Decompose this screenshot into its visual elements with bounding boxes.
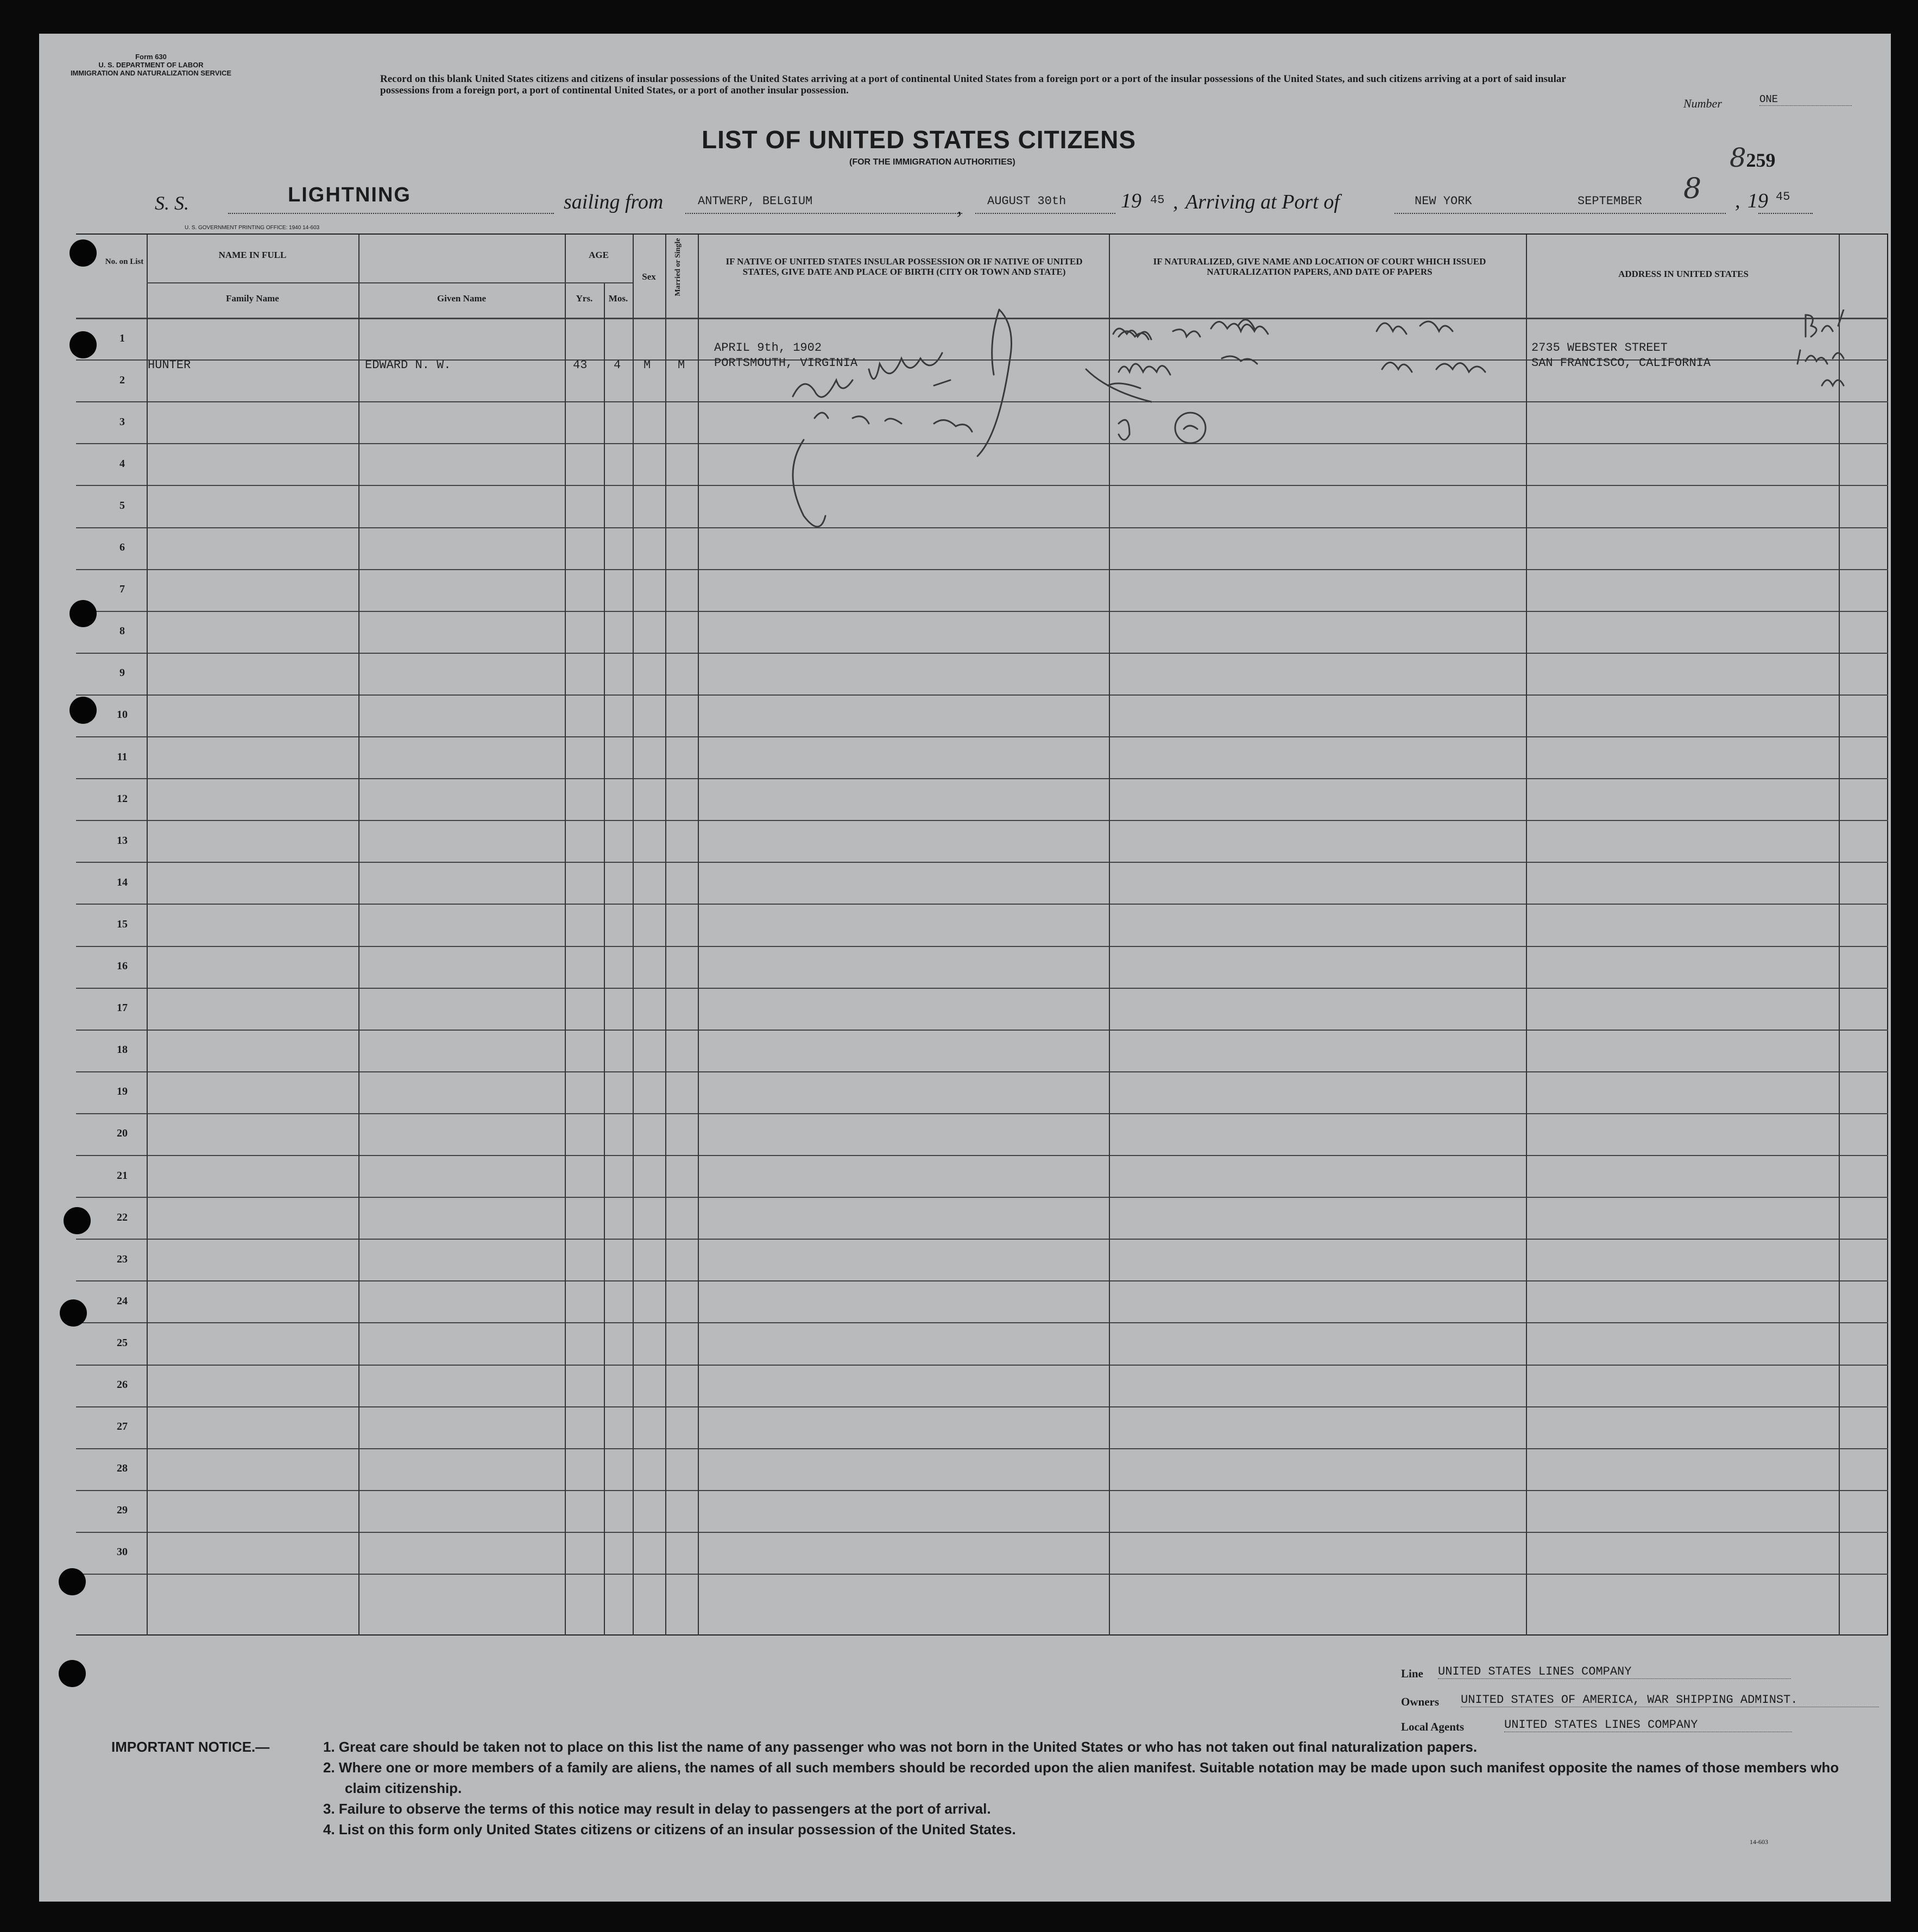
header-name-in-full: NAME IN FULL: [218, 250, 287, 260]
file-number-prefix: 8: [1730, 143, 1746, 173]
header-sex: Sex: [642, 272, 656, 282]
row-rule: [76, 1406, 1888, 1407]
form-identifier: [64, 53, 238, 77]
row-number: 1: [119, 332, 125, 344]
header-age-mos: Mos.: [608, 293, 628, 304]
number-label: Number: [1683, 97, 1722, 110]
passenger-address-city: SAN FRANCISCO, CALIFORNIA: [1531, 356, 1711, 370]
passenger-birth-date: APRIL 9th, 1902: [714, 341, 822, 355]
arrival-day: 8: [1683, 173, 1702, 205]
line-value: UNITED STATES LINES COMPANY: [1438, 1665, 1791, 1679]
intro-instructions: Record on this blank United States citizens and citizens of insular possessions of the United States arriving at a port of continental United States from a foreign port or a port of the insular possessions of the United States, and such citizens arriving at a port of said insular possessions from a foreign port, a port of continental United States, or a port of another insular possession.: [380, 73, 1566, 96]
department-name: U. S. DEPARTMENT OF LABOR: [98, 61, 204, 69]
row-rule: [76, 611, 1888, 612]
header-no-on-list: No. on List: [105, 257, 144, 266]
page-title: LIST OF UNITED STATES CITIZENS: [702, 125, 1137, 154]
row-number: 22: [117, 1211, 128, 1223]
arrival-year-prefix: 19: [1747, 190, 1768, 212]
departure-year-prefix: 19: [1121, 190, 1141, 212]
passenger-marital-status: M: [678, 358, 685, 372]
sailing-from-label: sailing from: [564, 191, 664, 213]
passenger-age-months: 4: [614, 358, 621, 372]
line-label: Line: [1401, 1667, 1423, 1680]
row-number: 25: [117, 1337, 128, 1349]
row-number: 8: [119, 625, 125, 637]
notice-items: [323, 1737, 1876, 1840]
punch-hole: [70, 697, 97, 724]
row-rule: [76, 1448, 1888, 1449]
arriving-label: Arriving at Port of: [1185, 191, 1340, 213]
departure-date: AUGUST 30th: [987, 194, 1067, 208]
row-rule: [76, 1113, 1888, 1114]
arrival-year-line: [1758, 213, 1813, 214]
notice-heading: IMPORTANT NOTICE.—: [111, 1739, 270, 1755]
row-number: 20: [117, 1127, 128, 1139]
service-name: IMMIGRATION AND NATURALIZATION SERVICE: [70, 69, 232, 77]
owners-label: Owners: [1401, 1695, 1439, 1708]
row-rule: [76, 862, 1888, 863]
row-rule: [76, 820, 1888, 821]
ship-name: LIGHTNING: [288, 184, 411, 206]
ss-label: S. S.: [155, 192, 189, 214]
file-number-value: 259: [1746, 149, 1776, 171]
header-family-name: Family Name: [226, 293, 279, 304]
row-number: 28: [117, 1462, 128, 1474]
form-number: Form 630: [135, 53, 167, 61]
row-rule: [76, 1365, 1888, 1366]
court-handwriting: [1371, 310, 1534, 391]
row-rule: [76, 653, 1888, 654]
naturalization-handwriting: [1108, 312, 1336, 383]
header-birth: IF NATIVE OF UNITED STATES INSULAR POSSESSION OR IF NATIVE OF UNITED STATES, GIVE DATE AND PLACE OF BIRTH (CITY OR TOWN AND STATE): [725, 256, 1083, 277]
row-number: 12: [117, 793, 128, 805]
arrival-month: SEPTEMBER: [1578, 194, 1642, 208]
row-rule: [76, 1532, 1888, 1533]
row-rule: [76, 1155, 1888, 1156]
agents-value: UNITED STATES LINES COMPANY: [1504, 1718, 1792, 1732]
row-number: 10: [117, 709, 128, 721]
row-number: 2: [119, 374, 125, 386]
header-given-name: Given Name: [437, 293, 487, 304]
row-number: 6: [119, 541, 125, 553]
printer-note: U. S. GOVERNMENT PRINTING OFFICE: 1940 14-603: [185, 225, 320, 231]
departure-port-line: [685, 213, 962, 214]
row-number: 9: [119, 667, 125, 679]
row-number: 21: [117, 1170, 128, 1182]
margin-handwriting: [1795, 310, 1865, 396]
row-number: 11: [117, 751, 128, 763]
page-subtitle: (FOR THE IMMIGRATION AUTHORITIES): [849, 157, 1015, 167]
row-rule: [76, 694, 1888, 696]
arrival-port-line: [1395, 213, 1726, 214]
row-rule: [76, 1239, 1888, 1240]
passenger-age-years: 43: [573, 358, 588, 372]
row-rule: [76, 1490, 1888, 1491]
row-number: 26: [117, 1379, 128, 1391]
row-rule: [76, 1071, 1888, 1072]
row-number: 30: [117, 1546, 128, 1558]
header-age-yrs: Yrs.: [576, 293, 593, 304]
row-rule: [76, 1574, 1888, 1575]
notice-item: 1. Great care should be taken not to place on this list the name of any passenger who was not born in the United States or who has not taken out final naturalization papers.: [323, 1739, 1478, 1755]
row-number: 29: [117, 1504, 128, 1516]
number-value: ONE: [1759, 93, 1852, 106]
row-rule: [76, 1197, 1888, 1198]
row-number: 27: [117, 1420, 128, 1432]
punch-hole: [59, 1568, 86, 1595]
row-number: 5: [119, 500, 125, 512]
arrival-year: 45: [1776, 190, 1790, 204]
row-rule: [76, 778, 1888, 779]
row-number: 19: [117, 1085, 128, 1097]
punch-hole: [70, 239, 97, 267]
header-naturalized: IF NATURALIZED, GIVE NAME AND LOCATION OF COURT WHICH ISSUED NATURALIZATION PAPERS, AND DATE OF PAPERS: [1153, 256, 1486, 277]
passenger-family-name: HUNTER: [148, 358, 191, 372]
row-number: 18: [117, 1044, 128, 1056]
notice-item: 3. Failure to observe the terms of this notice may result in delay to passengers at the port of arrival.: [323, 1801, 991, 1817]
departure-year: 45: [1150, 193, 1165, 207]
row-number: 23: [117, 1253, 128, 1265]
arrival-port: NEW YORK: [1415, 194, 1472, 208]
passenger-sex: M: [643, 358, 651, 372]
corner-form-code: 14-603: [1750, 1838, 1768, 1846]
punch-hole: [70, 600, 97, 627]
row-number: 7: [119, 583, 125, 595]
departure-port: ANTWERP, BELGIUM: [698, 194, 813, 208]
punch-hole: [64, 1207, 91, 1234]
header-age: AGE: [589, 250, 609, 260]
row-rule: [76, 1280, 1888, 1281]
punch-hole: [70, 331, 97, 358]
row-number: 3: [119, 416, 125, 428]
row-number: 17: [117, 1002, 128, 1014]
header-address: ADDRESS IN UNITED STATES: [1618, 269, 1749, 279]
row-rule: [76, 1030, 1888, 1031]
header-married-single: Married or Single: [674, 238, 682, 296]
row-rule: [76, 988, 1888, 989]
ship-name-line: [228, 213, 554, 214]
passenger-address-street: 2735 WEBSTER STREET: [1531, 341, 1668, 355]
notice-item: 4. List on this form only United States citizens or citizens of an insular possession of the United States.: [323, 1821, 1016, 1838]
owners-value: UNITED STATES OF AMERICA, WAR SHIPPING ADMINST.: [1461, 1693, 1879, 1707]
row-number: 14: [117, 876, 128, 888]
departure-date-line: [975, 213, 1115, 214]
agents-label: Local Agents: [1401, 1720, 1465, 1733]
notice-item: 2. Where one or more members of a family are aliens, the names of all such members should be recorded upon the alien manifest. Suitable notation may be made upon such manifest opposite the names of those members who claim citizenship.: [323, 1759, 1839, 1796]
row-rule: [76, 946, 1888, 947]
passenger-birth-place: PORTSMOUTH, VIRGINIA: [714, 356, 858, 370]
row-number: 24: [117, 1295, 128, 1307]
row-number: 13: [117, 835, 128, 847]
row-rule: [76, 1322, 1888, 1323]
row-rule: [76, 736, 1888, 737]
row-rule: [76, 904, 1888, 905]
row-number: 16: [117, 960, 128, 972]
file-number: [1730, 143, 1776, 173]
row-number: 15: [117, 918, 128, 930]
row-number: 4: [119, 458, 125, 470]
passenger-given-name: EDWARD N. W.: [365, 358, 451, 372]
punch-hole: [60, 1299, 87, 1327]
punch-hole: [59, 1660, 86, 1687]
